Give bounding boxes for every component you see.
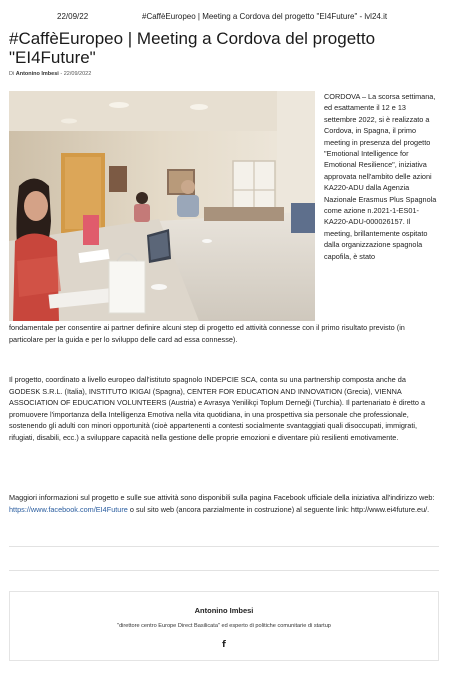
byline-date: 22/09/2022 [63,71,92,77]
divider [9,546,439,547]
print-header [0,12,450,24]
print-date: 22/09/22 [57,12,89,21]
article-title: #CaffèEuropeo | Meeting a Cordova del progetto "EI4Future" [9,29,376,67]
article-paragraph: Il progetto, coordinato a livello europeo dall'istituto spagnolo INDEPCIE SCA, conta su una partnership composta anche da GODESK S.R.L. (Italia), INSTITUTO IKIGAI (Spagna), CENTER FOR EDUCATION AND INNOVATION (Grecia), VIENNA ASSOCIATION OF EDUCATION VOLUNTEERS (Austria) e Avrasya Yenilikçi Toplum Derneği (Turchia). Il partenariato è diretto a promuovere l'importanza della Intelligenza Emotiva nella vita quotidiana, in una prospettiva sia personale che professionale, sostenendo gli adulti con minori opportunità (cioè appartenenti a contesti socialmente svantaggiati quali disoccupati, immigrati, rifugiati, disabili, ecc.) a sviluppare capacità nella gestione delle proprie emozioni e diventare più resilienti emotivamente. [9,375,426,442]
byline-prefix: Di [9,71,15,77]
author-box [9,591,439,661]
article-photo [9,91,315,321]
facebook-icon[interactable]: f [222,640,226,650]
byline-separator: - [60,71,63,77]
facebook-page-link[interactable]: https://www.facebook.com/EI4Future [9,504,128,514]
article-lead-text: CORDOVA – La scorsa settimana, ed esattamente il 12 e 13 settembre 2022, si è realizzato a Cordova, in Spagna, il primo meeting in presenza del progetto "Emotional Intelligence for Emotional Resilience", iniziativa approvata nell'ambito delle azioni KA220-ADU dalla Agenzia Nazionale Erasmus Plus Spagnola come azione n.2021-1-ES01-KA220-ADU-000026157. Il meeting, brillantemente ospitato dalla organizzazione spagnola capofila, è stato [324,92,437,261]
author-name[interactable]: Antonino Imbesi [194,606,254,615]
article-paragraph-links [9,492,439,515]
byline [9,71,91,77]
print-page-title: #CaffèEuropeo | Meeting a Cordova del progetto "EI4Future" - lvl24.it [142,12,388,21]
divider [9,570,439,571]
para3-text-start: Maggiori informazioni sul progetto e sulle sue attività sono disponibili sulla pagina Facebook ufficiale della iniziativa all'indirizzo web: [9,493,435,502]
meeting-photo-illustration [9,91,315,321]
author-bio: "direttore centro Europe Direct Basilicata" ed esperto di politiche comunitarie di startup [117,623,331,629]
para3-text-end: o sul sito web (ancora parzialmente in costruzione) al seguente link: http://www.ei4future.eu/. [127,504,430,514]
article-paragraph: fondamentale per consentire ai partner definire alcuni step di progetto ed attività connesse con il primo risultato previsto (in particolare per la guida e per lo sviluppo delle card ad essa connesse). [9,323,405,344]
byline-author[interactable]: Antonino Imbesi [15,71,59,77]
